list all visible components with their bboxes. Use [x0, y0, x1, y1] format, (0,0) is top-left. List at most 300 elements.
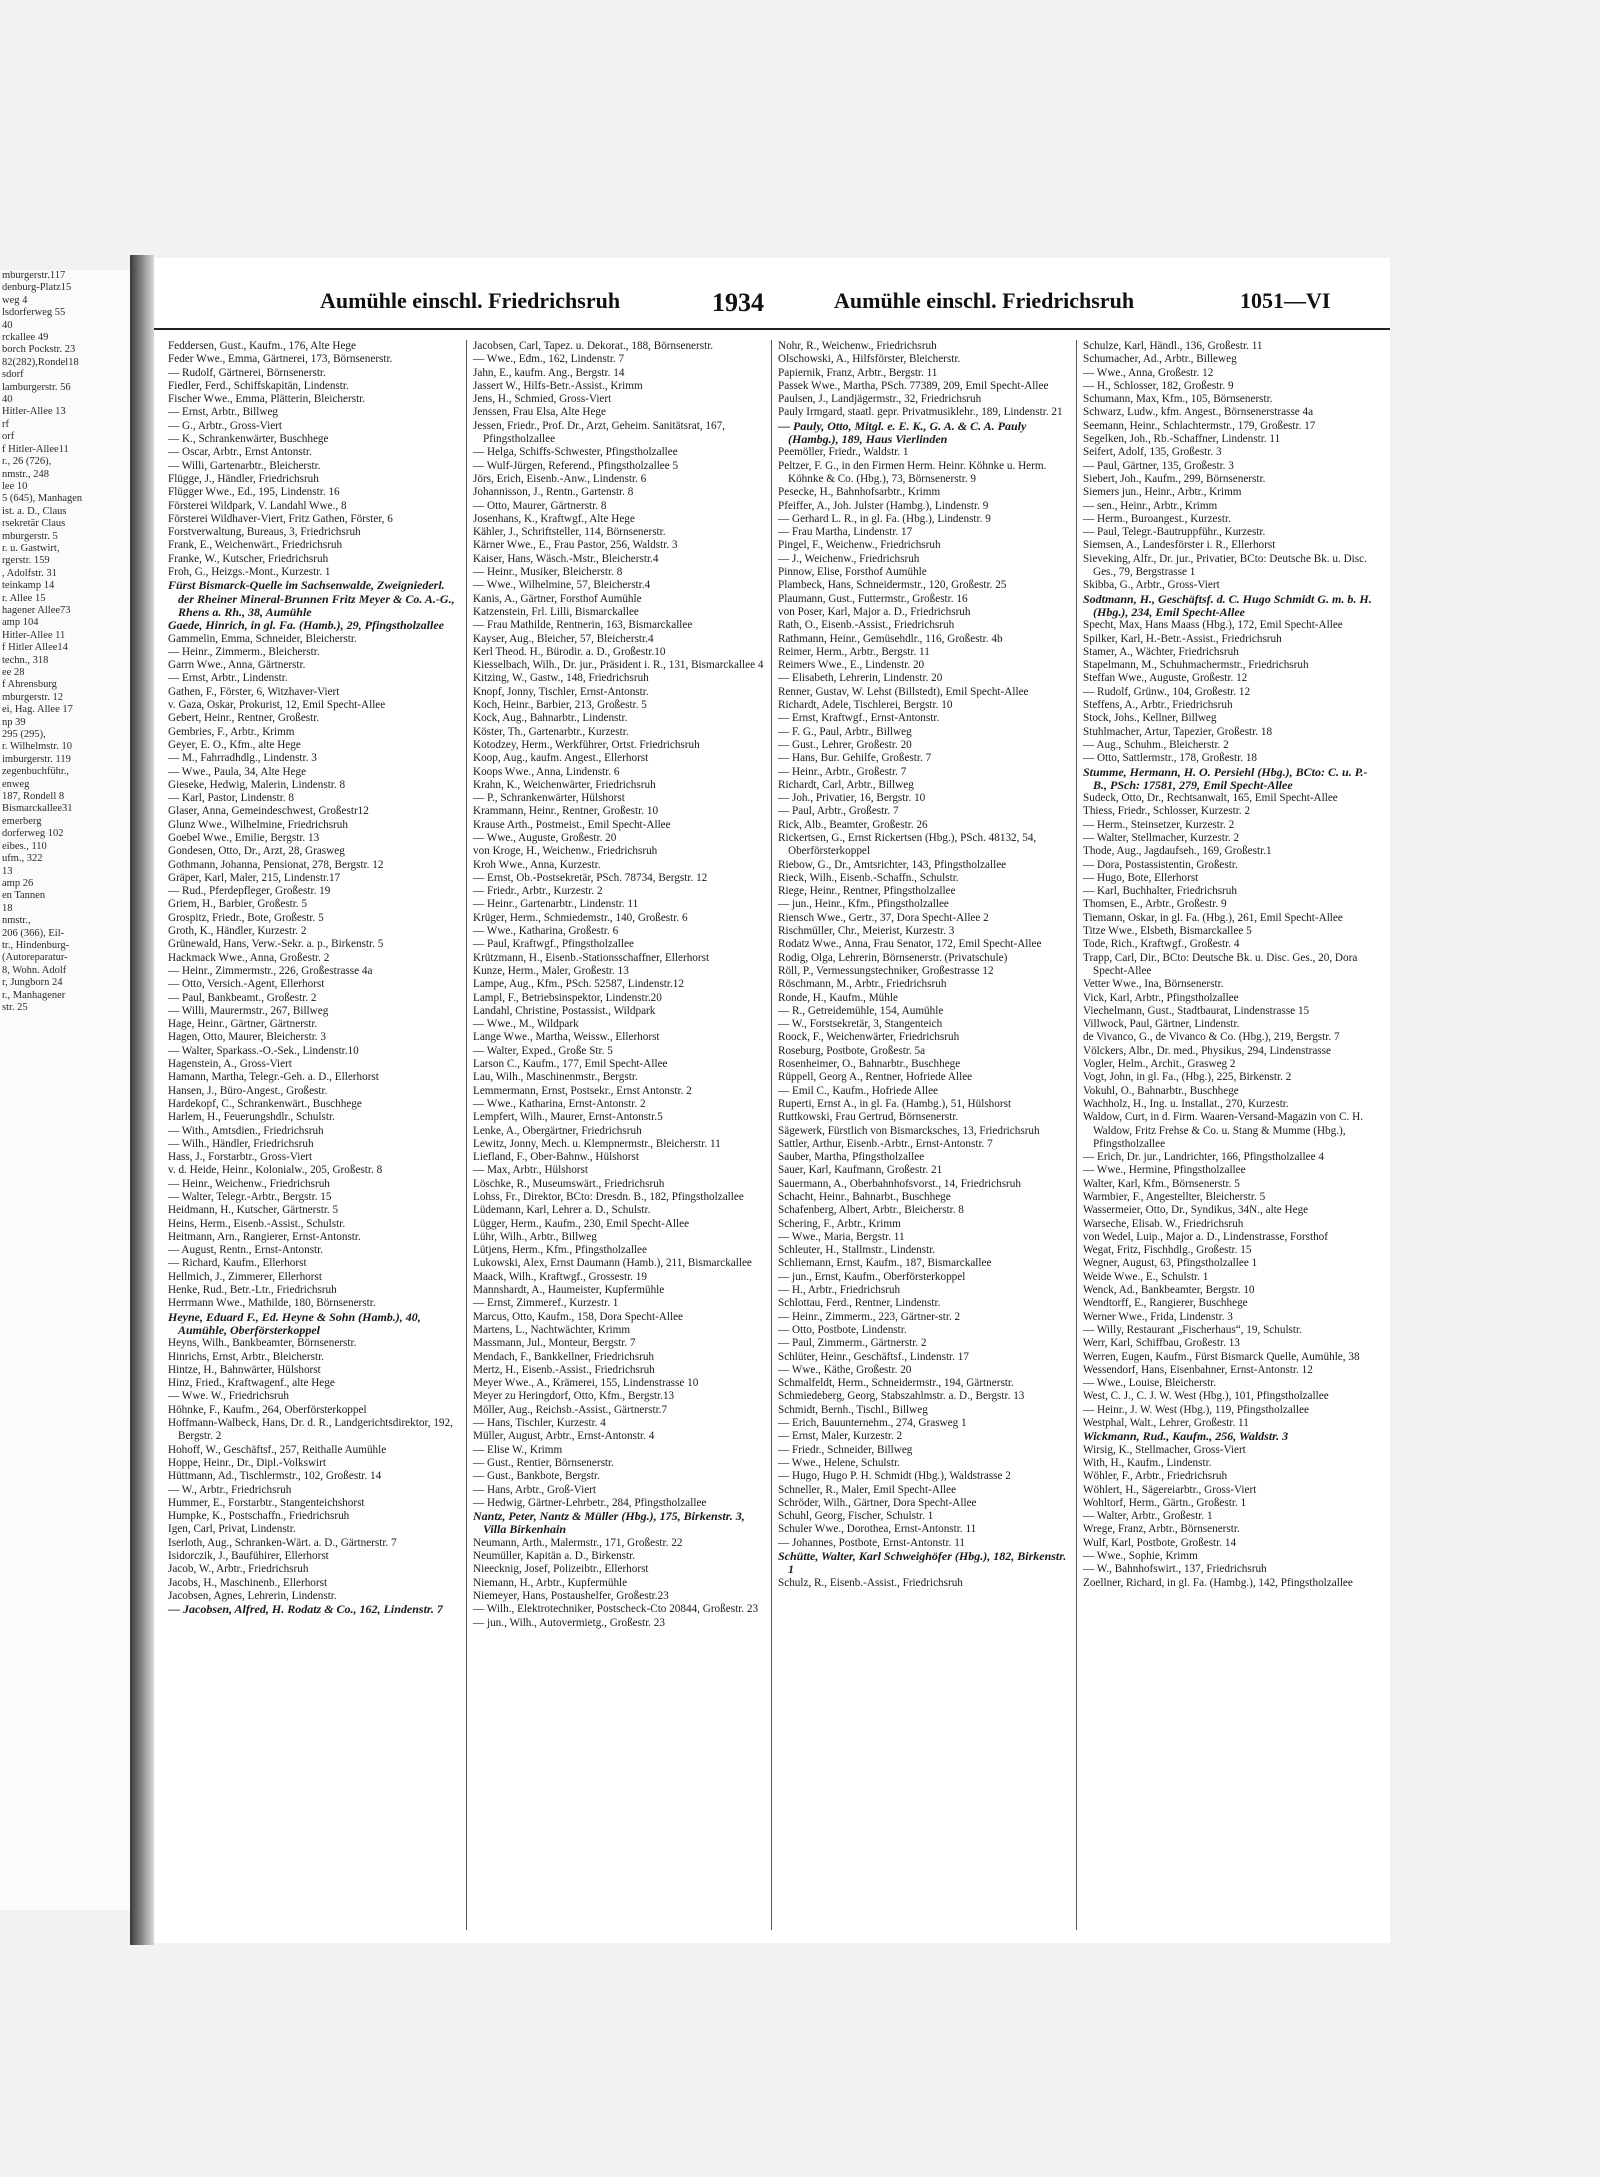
directory-entry: Heidmann, H., Kutscher, Gärtnerstr. 5 [168, 1204, 339, 1217]
directory-entry: Sauber, Martha, Pfingstholzallee [778, 1151, 925, 1164]
directory-entry: — Wwe., Auguste, Großestr. 20 [473, 831, 617, 844]
directory-entry: Lenke, A., Obergärtner, Friedrichsruh [473, 1124, 642, 1137]
column-4 [1077, 340, 1382, 1930]
directory-entry: Rodig, Olga, Lehrerin, Börnsenerstr. (Privatschule) [778, 951, 1008, 964]
directory-entry: — Otto, Versich.-Agent, Ellerhorst [168, 978, 325, 991]
directory-entry: — Hedwig, Gärtner-Lehrbetr., 284, Pfingstholzallee [473, 1496, 707, 1509]
prev-page-line: f Hitler-Allee11 [2, 443, 69, 455]
directory-entry: Schneller, R., Maler, Emil Specht-Allee [778, 1483, 957, 1496]
directory-entry: — Walter, Stellmacher, Kurzestr. 2 [1083, 831, 1240, 844]
directory-entry: — Helga, Schiffs-Schwester, Pfingstholzallee [473, 446, 678, 459]
directory-entry: Hagen, Otto, Maurer, Bleicherstr. 3 [168, 1031, 326, 1044]
directory-entry: Röschmann, M., Arbtr., Friedrichsruh [778, 978, 947, 991]
directory-entry: Jessen, Friedr., Prof. Dr., Arzt, Geheim. Sanitätsrat, 167, Pfingstholzallee [473, 419, 725, 446]
directory-entry: Hamann, Martha, Telegr.-Geh. a. D., Ellerhorst [168, 1071, 379, 1084]
directory-page [154, 258, 1390, 1943]
directory-entry: Schafenberg, Albert, Arbtr., Bleicherstr. 8 [778, 1204, 964, 1217]
prev-page-line: 295 (295), [2, 729, 46, 741]
directory-entry: Heins, Herm., Eisenb.-Assist., Schulstr. [168, 1217, 346, 1230]
directory-entry: Fiedler, Ferd., Schiffskapitän, Lindenstr. [168, 379, 349, 392]
directory-entry: Schlottau, Ferd., Rentner, Lindenstr. [778, 1297, 941, 1310]
directory-entry: Lukowski, Alex, Ernst Daumann (Hamb.), 211, Bismarckallee [473, 1257, 752, 1270]
directory-entry: Neumüller, Kapitän a. D., Birkenstr. [473, 1550, 636, 1563]
directory-entry: — Wwe., Wilhelmine, 57, Bleicherstr.4 [473, 579, 651, 592]
header-right-title: Aumühle einschl. Friedrichsruh [834, 288, 1135, 313]
directory-entry: Jacobs, H., Maschinenb., Ellerhorst [168, 1576, 328, 1589]
directory-entry: Rüppell, Georg A., Rentner, Hofriede Allee [778, 1071, 973, 1084]
directory-entry: Glunz Wwe., Wilhelmine, Friedrichsruh [168, 818, 348, 831]
header-year: 1934 [712, 288, 764, 317]
directory-entry: Schering, F., Arbtr., Krimm [778, 1217, 901, 1230]
directory-columns [162, 340, 1382, 1930]
directory-entry: — Friedr., Arbtr., Kurzestr. 2 [473, 885, 603, 898]
directory-entry: Landahl, Christine, Postassist., Wildpark [473, 1004, 656, 1017]
prev-page-line: ist. a. D., Claus [2, 505, 67, 517]
directory-entry: Tiemann, Oskar, in gl. Fa. (Hbg.), 261, Emil Specht-Allee [1083, 911, 1343, 924]
directory-entry: — H., Arbtr., Friedrichsruh [778, 1284, 901, 1297]
prev-page-line: 13 [2, 865, 13, 877]
directory-entry: — Paul, Kraftwgf., Pfingstholzallee [473, 938, 634, 951]
directory-entry: Vetter Wwe., Ina, Börnsenerstr. [1083, 978, 1224, 991]
prev-page-line: 40 [2, 319, 13, 331]
directory-entry: Köster, Th., Gartenarbtr., Kurzestr. [473, 725, 629, 738]
directory-entry: Passek Wwe., Martha, PSch. 77389, 209, Emil Specht-Allee [778, 379, 1049, 392]
directory-entry: Lempfert, Wilh., Maurer, Ernst-Antonstr.5 [473, 1111, 663, 1124]
directory-entry: — Elise W., Krimm [473, 1443, 563, 1456]
prev-page-line: dorferweg 102 [2, 828, 64, 840]
directory-entry: Lütjens, Herm., Kfm., Pfingstholzallee [473, 1244, 647, 1257]
directory-entry: Reimer, Herm., Arbtr., Bergstr. 11 [778, 645, 930, 658]
directory-entry: Fürst Bismarck-Quelle im Sachsenwalde, Zweigniederl. der Rheiner Mineral-Brunnen Fritz Meyer & Co. A.-G., Rhens a. Rh., 38, Aumühle [168, 578, 455, 619]
directory-entry: Lau, Wilh., Maschinenmstr., Bergstr. [473, 1071, 638, 1084]
directory-entry: Feddersen, Gust., Kaufm., 176, Alte Hege [168, 340, 356, 352]
directory-entry: Knopf, Jonny, Tischler, Ernst-Antonstr. [473, 685, 649, 698]
directory-entry: Pinnow, Elise, Forsthof Aumühle [778, 566, 927, 579]
directory-entry: Olschowski, A., Hilfsförster, Bleicherstr. [778, 353, 961, 366]
directory-entry: — Gust., Bankbote, Bergstr. [473, 1470, 600, 1483]
directory-entry: Wachholz, H., Ing. u. Installat., 270, Kurzestr. [1083, 1097, 1289, 1110]
directory-entry: Röll, P., Vermessungstechniker, Großestrasse 12 [778, 964, 994, 977]
directory-entry: Peemöller, Friedr., Waldstr. 1 [778, 446, 909, 459]
directory-entry: Fischer Wwe., Emma, Plätterin, Bleicherstr. [168, 393, 366, 406]
directory-entry: Schulz, R., Eisenb.-Assist., Friedrichsruh [778, 1576, 963, 1589]
directory-entry: — Walter, Telegr.-Arbtr., Bergstr. 15 [168, 1191, 332, 1203]
directory-entry: von Wedel, Luip., Major a. D., Lindenstrasse, Forsthof [1083, 1230, 1328, 1243]
directory-entry: Kaiser, Hans, Wäsch.-Mstr., Bleicherstr.4 [473, 552, 659, 565]
directory-entry: Krammann, Heinr., Rentner, Großestr. 10 [473, 805, 659, 818]
prev-page-line: nmstr., 248 [2, 468, 49, 480]
directory-entry: Herrmann Wwe., Mathilde, 180, Börnsenerstr. [168, 1297, 376, 1310]
directory-entry: Mertz, H., Eisenb.-Assist., Friedrichsruh [473, 1363, 655, 1376]
prev-page-line: zegenbuchführ., [2, 766, 70, 778]
directory-entry: — Aug., Schuhm., Bleicherstr. 2 [1083, 738, 1229, 751]
directory-entry: — Wwe., Sophie, Krimm [1083, 1550, 1198, 1563]
prev-page-line: r, Jungborn 24 [2, 977, 63, 989]
page-header [154, 288, 1390, 330]
directory-entry: von Kroge, H., Weichenw., Friedrichsruh [473, 845, 658, 858]
directory-entry: Jörs, Erich, Eisenb.-Anw., Lindenstr. 6 [473, 472, 647, 485]
directory-entry: Siebert, Joh., Kaufm., 299, Börnsenerstr. [1083, 472, 1266, 485]
directory-entry: Hardekopf, C., Schrankenwärt., Buschhege [168, 1097, 362, 1110]
directory-entry: Nieecknig, Josef, Polizeibtr., Ellerhorst [473, 1563, 649, 1576]
directory-entry: Schumacher, Ad., Arbtr., Billeweg [1083, 353, 1237, 366]
directory-entry: Warmbier, F., Angestellter, Bleicherstr. 5 [1083, 1191, 1266, 1203]
directory-entry: Lügger, Herm., Kaufm., 230, Emil Specht-Allee [473, 1217, 690, 1230]
prev-page-line: weg 4 [2, 294, 28, 306]
directory-entry: — Walter, Arbtr., Großestr. 1 [1083, 1510, 1213, 1523]
directory-entry: — jun., Heinr., Kfm., Pfingstholzallee [778, 898, 949, 911]
directory-entry: Roock, F., Weichenwärter, Friedrichsruh [778, 1031, 960, 1044]
directory-entry: Kitzing, W., Gastw., 148, Friedrichsruh [473, 672, 649, 685]
directory-entry: — Wwe., Katharina, Ernst-Antonstr. 2 [473, 1097, 646, 1110]
directory-entry: Stumme, Hermann, H. O. Persiehl (Hbg.), BCto: C. u. P.-B., PSch: 17581, 279, Emil Specht-Allee [1083, 764, 1368, 792]
directory-entry: Marcus, Otto, Kaufm., 158, Dora Specht-Allee [473, 1310, 684, 1323]
directory-entry: — Wwe., Käthe, Großestr. 20 [778, 1363, 912, 1376]
prev-page-line: r. Allee 15 [2, 592, 46, 604]
directory-entry: Wegner, August, 63, Pfingstholzallee 1 [1083, 1257, 1258, 1270]
directory-entry: Plaumann, Gust., Futtermstr., Großestr. 16 [778, 592, 968, 605]
prev-page-line: lamburgerstr. 56 [2, 381, 71, 393]
directory-entry: — Hans, Arbtr., Groß-Viert [473, 1483, 596, 1496]
directory-entry: Hellmich, J., Zimmerer, Ellerhorst [168, 1270, 322, 1283]
directory-entry: Ruperti, Ernst A., in gl. Fa. (Hambg.), 51, Hülshorst [778, 1097, 1012, 1110]
directory-entry: — Heinr., Zimmerm., 223, Gärtner-str. 2 [778, 1310, 961, 1323]
directory-entry: — J., Weichenw., Friedrichsruh [778, 552, 920, 565]
directory-entry: Lüdemann, Karl, Lehrer a. D., Schulstr. [473, 1204, 651, 1217]
directory-entry: — Heinr., Weichenw., Friedrichsruh [168, 1177, 330, 1190]
directory-entry: — Wwe. W., Friedrichsruh [168, 1390, 289, 1403]
directory-entry: Feder Wwe., Emma, Gärtnerei, 173, Börnsenerstr. [168, 353, 393, 366]
prev-page-line: Hitler-Allee 13 [2, 406, 66, 418]
directory-entry: Heyns, Wilh., Bankbeamter, Börnsenerstr. [168, 1337, 357, 1350]
directory-entry: Mendach, F., Bankkellner, Friedrichsruh [473, 1350, 655, 1363]
directory-entry: Schröder, Wilh., Gärtner, Dora Specht-Allee [778, 1496, 977, 1509]
prev-page-line: mburgerstr.117 [2, 270, 66, 281]
directory-entry: Krahn, K., Weichenwärter, Friedrichsruh [473, 778, 656, 791]
directory-entry: Stamer, A., Wächter, Friedrichsruh [1083, 645, 1239, 658]
prev-page-line: hagener Allee73 [2, 604, 71, 616]
directory-entry: Sattler, Arthur, Eisenb.-Arbtr., Ernst-Antonstr. 7 [778, 1137, 993, 1150]
prev-page-line: (Autoreparatur- [2, 952, 68, 964]
directory-entry: Plambeck, Hans, Schneidermstr., 120, Großestr. 25 [778, 579, 1007, 592]
directory-entry: — W., Forstsekretär, 3, Stangenteich [778, 1018, 943, 1031]
directory-entry: — Paul, Zimmerm., Gärtnerstr. 2 [778, 1337, 927, 1350]
directory-entry: — Gerhard L. R., in gl. Fa. (Hbg.), Lindenstr. 9 [778, 512, 991, 525]
directory-entry: Heyne, Eduard F., Ed. Heyne & Sohn (Hamb.), 40, Aumühle, Oberförsterkoppel [168, 1309, 421, 1337]
directory-entry: Nohr, R., Weichenw., Friedrichsruh [778, 340, 937, 352]
directory-entry: Glaser, Anna, Gemeindeschwest, Großestr12 [168, 805, 369, 818]
directory-entry: Thomsen, E., Arbtr., Großestr. 9 [1083, 898, 1227, 911]
directory-entry: — Ernst, Ob.-Postsekretär, PSch. 78734, Bergstr. 12 [473, 871, 708, 884]
directory-entry: — Wwe., Hermine, Pfingstholzallee [1083, 1164, 1246, 1177]
directory-entry: Garrn Wwe., Anna, Gärtnerstr. [168, 659, 306, 672]
directory-entry: Schmiedeberg, Georg, Stabszahlmstr. a. D., Bergstr. 13 [778, 1390, 1025, 1403]
directory-entry: Henke, Rud., Betr.-Ltr., Friedrichsruh [168, 1284, 337, 1297]
directory-entry: Richardt, Adele, Tischlerei, Bergstr. 10 [778, 699, 953, 712]
directory-entry: — Paul, Gärtner, 135, Großestr. 3 [1083, 459, 1234, 472]
directory-entry: Harlem, H., Feuerungshdlr., Schulstr. [168, 1111, 335, 1124]
prev-page-line: rgerstr. 159 [2, 555, 50, 567]
directory-entry: Neumann, Arth., Malermstr., 171, Großestr. 22 [473, 1536, 683, 1549]
directory-entry: Renner, Gustav, W. Lehst (Billstedt), Emil Specht-Allee [778, 685, 1029, 698]
directory-entry: Hage, Heinr., Gärtner, Gärtnerstr. [168, 1018, 318, 1031]
directory-entry: — Dora, Postassistentin, Großestr. [1083, 858, 1238, 871]
directory-entry: With, H., Kaufm., Lindenstr. [1083, 1456, 1212, 1469]
prev-page-line: Hitler-Allee 11 [2, 629, 66, 641]
prev-page-line: 40 [2, 394, 13, 406]
directory-entry: Schleuter, H., Stallmstr., Lindenstr. [778, 1244, 936, 1257]
directory-entry: Rischmüller, Chr., Meierist, Kurzestr. 3 [778, 925, 955, 938]
directory-entry: Kerl Theod. H., Bürodir. a. D., Großestr.10 [473, 645, 666, 658]
directory-entry: Werren, Eugen, Kaufm., Fürst Bismarck Quelle, Aumühle, 38 [1083, 1350, 1360, 1363]
directory-entry: — Paul, Bankbeamt., Großestr. 2 [168, 991, 317, 1004]
prev-page-line: mburgerstr. 12 [2, 691, 64, 703]
directory-entry: — K., Schrankenwärter, Buschhege [168, 433, 329, 446]
directory-entry: Martens, L., Nachtwächter, Krimm [473, 1323, 631, 1336]
directory-entry: Kiesselbach, Wilh., Dr. jur., Präsident i. R., 131, Bismarckallee 4 [473, 659, 764, 672]
directory-entry: Wulf, Karl, Postbote, Großestr. 14 [1083, 1536, 1237, 1549]
directory-entry: Gaede, Hinrich, in gl. Fa. (Hamb.), 29, Pfingstholzallee [168, 618, 445, 633]
directory-entry: — Johannes, Postbote, Ernst-Antonstr. 11 [778, 1536, 965, 1549]
directory-entry: Liefland, F., Ober-Bahnw., Hülshorst [473, 1151, 639, 1164]
directory-entry: Hinrichs, Ernst, Arbtr., Bleicherstr. [168, 1350, 324, 1363]
directory-entry: Richardt, Carl, Arbtr., Billweg [778, 778, 914, 791]
column-3 [772, 340, 1077, 1930]
directory-entry: Ronde, H., Kaufm., Mühle [778, 991, 898, 1004]
directory-entry: Kähler, J., Schriftsteller, 114, Börnsenerstr. [473, 526, 666, 539]
directory-entry: — Wwe., Katharina, Großestr. 6 [473, 925, 619, 938]
prev-page-line: lee 10 [2, 480, 28, 492]
directory-entry: Kotodzey, Herm., Werkführer, Ortst. Friedrichsruh [473, 738, 700, 751]
directory-entry: Werner Wwe., Frida, Lindenstr. 3 [1083, 1310, 1233, 1323]
directory-entry: — Karl, Pastor, Lindenstr. 8 [168, 792, 295, 805]
prev-page-line: str. 25 [2, 1001, 28, 1013]
directory-entry: Thiess, Friedr., Schlosser, Kurzestr. 2 [1083, 805, 1251, 818]
directory-entry: Humpke, K., Postschaffn., Friedrichsruh [168, 1510, 350, 1523]
directory-entry: — Heinr., Zimmermstr., 226, Großestrasse 4a [168, 964, 373, 977]
prev-page-line: nmstr., [2, 915, 31, 927]
directory-entry: Jenssen, Frau Elsa, Alte Hege [473, 406, 606, 419]
prev-page-line: ei, Hag. Allee 17 [2, 704, 73, 716]
directory-entry: Niemeyer, Hans, Postaushelfer, Großestr.23 [473, 1589, 669, 1602]
prev-page-line: mburgerstr. 5 [2, 530, 58, 542]
directory-entry: Hagenstein, A., Gross-Viert [168, 1058, 292, 1071]
directory-entry: de Vivanco, G., de Vivanco & Co. (Hbg.), 219, Bergstr. 7 [1083, 1031, 1340, 1044]
directory-entry: — Wilh., Elektrotechniker, Postscheck-Cto 20844, Großestr. 23 [473, 1603, 759, 1616]
directory-entry: Kock, Aug., Bahnarbtr., Lindenstr. [473, 712, 628, 725]
directory-entry: — Willy, Restaurant „Fischerhaus“, 19, Schulstr. [1083, 1323, 1302, 1336]
directory-entry: Schulze, Karl, Händl., 136, Großestr. 11 [1083, 340, 1263, 352]
directory-entry: Lemmermann, Ernst, Postsekr., Ernst Antonstr. 2 [473, 1084, 692, 1097]
directory-entry: Kayser, Aug., Bleicher, 57, Bleicherstr.4 [473, 632, 654, 645]
directory-entry: Sauer, Karl, Kaufmann, Großestr. 21 [778, 1164, 943, 1177]
directory-entry: Gräper, Karl, Maler, 215, Lindenstr.17 [168, 871, 341, 884]
directory-entry: Johannisson, J., Rentn., Gartenstr. 8 [473, 486, 634, 499]
prev-page-line: amp 104 [2, 617, 39, 629]
directory-entry: v. d. Heide, Heinr., Kolonialw., 205, Großestr. 8 [168, 1164, 383, 1177]
directory-entry: Segelken, Joh., Rb.-Schaffner, Lindenstr. 11 [1083, 433, 1281, 446]
prev-page-line: enweg [2, 778, 30, 790]
directory-entry: Villwock, Paul, Gärtner, Lindenstr. [1083, 1018, 1240, 1031]
directory-entry: Riebow, G., Dr., Amtsrichter, 143, Pfingstholzallee [778, 858, 1007, 871]
directory-entry: Werr, Karl, Schiffbau, Großestr. 13 [1083, 1337, 1240, 1350]
directory-entry: Katzenstein, Frl. Lilli, Bismarckallee [473, 605, 639, 618]
directory-entry: Schütte, Walter, Karl Schweighöfer (Hbg.), 182, Birkenstr. 1 [778, 1549, 1067, 1577]
directory-entry: — Herm., Steinsetzer, Kurzestr. 2 [1083, 818, 1235, 831]
prev-page-line: eibes., 110 [2, 840, 47, 852]
prev-page-line: emerberg [2, 815, 42, 827]
directory-entry: — Wilh., Händler, Friedrichsruh [168, 1137, 314, 1150]
directory-entry: — G., Arbtr., Gross-Viert [168, 419, 282, 432]
prev-page-line: amp 26 [2, 877, 34, 889]
directory-entry: — Ernst, Zimmeref., Kurzestr. 1 [473, 1297, 619, 1310]
directory-entry: Kanis, A., Gärtner, Forsthof Aumühle [473, 592, 642, 605]
directory-entry: Sauermann, A., Oberbahnhofsvorst., 14, Friedrichsruh [778, 1177, 1021, 1190]
prev-page-line: f Hitler Allee14 [2, 642, 68, 654]
directory-entry: Schacht, Heinr., Bahnarbt., Buschhege [778, 1191, 951, 1203]
directory-entry: — Oscar, Arbtr., Ernst Antonstr. [168, 446, 312, 459]
directory-entry: — Rudolf, Grünw., 104, Großestr. 12 [1083, 685, 1251, 698]
directory-entry: Thode, Aug., Jagdaufseh., 169, Großestr.1 [1083, 845, 1272, 858]
directory-entry: — W., Bahnhofswirt., 137, Friedrichsruh [1083, 1563, 1267, 1576]
directory-entry: Höhnke, F., Kaufm., 264, Oberförsterkoppel [168, 1403, 367, 1416]
directory-entry: — Willi, Maurermstr., 267, Billweg [168, 1004, 329, 1017]
directory-entry: — Rud., Pferdepfleger, Großestr. 19 [168, 885, 331, 898]
directory-entry: Igen, Carl, Privat, Lindenstr. [168, 1523, 296, 1536]
prev-page-line: r., Manhagener [2, 989, 66, 1001]
directory-entry: von Poser, Karl, Major a. D., Friedrichsruh [778, 605, 971, 618]
directory-entry: Kunze, Herm., Maler, Großestr. 13 [473, 964, 629, 977]
prev-page-line: teinkamp 14 [2, 580, 55, 592]
directory-entry: Müller, August, Arbtr., Ernst-Antonstr. 4 [473, 1430, 655, 1443]
prev-page-line: 187, Rondell 8 [2, 791, 65, 803]
directory-entry: Jens, H., Schmied, Gross-Viert [473, 393, 612, 406]
directory-entry: Lange Wwe., Martha, Weissw., Ellerhorst [473, 1031, 660, 1044]
directory-entry: Hoppe, Heinr., Dr., Dipl.-Volkswirt [168, 1456, 326, 1469]
directory-entry: Papiernik, Franz, Arbtr., Bergstr. 11 [778, 366, 938, 379]
directory-entry: Gothmann, Johanna, Pensionat, 278, Bergstr. 12 [168, 858, 384, 871]
directory-entry: — F. G., Paul, Arbtr., Billweg [778, 725, 912, 738]
prev-page-line: Bismarckallee31 [2, 803, 73, 815]
directory-entry: Hoffmann-Walbeck, Hans, Dr. d. R., Landgerichtsdirektor, 192, Bergstr. 2 [168, 1417, 453, 1443]
directory-entry: Kroh Wwe., Anna, Kurzestr. [473, 858, 601, 871]
prev-page-line: tr., Hindenburg- [2, 939, 70, 951]
column-1 [162, 340, 467, 1930]
directory-entry: Wickmann, Rud., Kaufm., 256, Waldstr. 3 [1083, 1429, 1289, 1444]
prev-page-line: 18 [2, 902, 13, 914]
prev-page-line: , Adolfstr. 31 [2, 567, 57, 579]
directory-entry: Stapelmann, M., Schuhmachermstr., Friedrichsruh [1083, 659, 1309, 672]
prev-page-line: ee 28 [2, 667, 25, 678]
directory-entry: Vogt, John, in gl. Fa., (Hbg.), 225, Birkenstr. 2 [1083, 1071, 1292, 1084]
directory-entry: Gembries, F., Arbtr., Krimm [168, 725, 295, 738]
directory-entry: Pfeiffer, A., Joh. Julster (Hambg.), Lindenstr. 9 [778, 499, 989, 512]
directory-entry: Riensch Wwe., Gertr., 37, Dora Specht-Allee 2 [778, 911, 989, 924]
directory-entry: — jun., Ernst, Kaufm., Oberförsterkoppel [778, 1270, 966, 1283]
directory-entry: Froh, G., Heizgs.-Mont., Kurzestr. 1 [168, 566, 331, 579]
directory-entry: — Wwe., M., Wildpark [473, 1018, 579, 1031]
header-left-title: Aumühle einschl. Friedrichsruh [320, 288, 621, 313]
prev-page-line: denburg-Platz15 [2, 282, 72, 294]
directory-entry: Tode, Rich., Kraftwgf., Großestr. 4 [1083, 938, 1240, 951]
header-page-number: 1051—VI [1240, 288, 1331, 313]
directory-entry: Paulsen, J., Landjägermstr., 32, Friedrichsruh [778, 393, 982, 406]
directory-entry: Seemann, Heinr., Schlachtermstr., 179, Großestr. 17 [1083, 419, 1316, 432]
directory-entry: — Herm., Buroangest., Kurzestr. [1083, 512, 1231, 525]
directory-entry: Jacobsen, Carl, Tapez. u. Dekorat., 188, Börnsenerstr. [473, 340, 714, 352]
directory-entry: — Joh., Privatier, 16, Bergstr. 10 [778, 792, 926, 805]
directory-entry: — Otto, Maurer, Gärtnerstr. 8 [473, 499, 607, 512]
directory-entry: Wegat, Fritz, Fischhdlg., Großestr. 15 [1083, 1244, 1252, 1257]
directory-entry: Vogler, Helm., Archit., Grasweg 2 [1083, 1058, 1236, 1071]
directory-entry: — Gust., Lehrer, Großestr. 20 [778, 738, 912, 751]
directory-entry: Hüttmann, Ad., Tischlermstr., 102, Großestr. 14 [168, 1470, 382, 1483]
directory-entry: Warseche, Elisab. W., Friedrichsruh [1083, 1217, 1244, 1230]
directory-entry: — Heinr., Zimmerm., Bleicherstr. [168, 645, 320, 658]
directory-entry: — Willi, Gartenarbtr., Bleicherstr. [168, 459, 321, 472]
directory-entry: Viechelmann, Gust., Stadtbaurat, Lindenstrasse 15 [1083, 1004, 1310, 1017]
directory-entry: Koops Wwe., Anna, Lindenstr. 6 [473, 765, 620, 778]
directory-entry: Hohoff, W., Geschäftsf., 257, Reithalle Aumühle [168, 1443, 387, 1456]
directory-entry: — Pauly, Otto, Mitgl. e. E. K., G. A. & C. A. Pauly (Hambg.), 189, Haus Vierlinden [778, 418, 1027, 447]
directory-entry: Meyer zu Heringdorf, Otto, Kfm., Bergstr.13 [473, 1390, 675, 1403]
directory-entry: Weide Wwe., E., Schulstr. 1 [1083, 1270, 1209, 1283]
directory-entry: Hummer, E., Forstarbtr., Stangenteichshorst [168, 1496, 365, 1509]
directory-entry: Koop, Aug., kaufm. Angest., Ellerhorst [473, 752, 649, 765]
directory-entry: — Wwe., Paula, 34, Alte Hege [168, 765, 307, 778]
directory-entry: Stuhlmacher, Artur, Tapezier, Großestr. 18 [1083, 725, 1273, 738]
directory-entry: — Paul, Arbtr., Großestr. 7 [778, 805, 899, 818]
directory-entry: Siemsen, A., Landesförster i. R., Ellerhorst [1083, 539, 1276, 552]
prev-page-line: np 39 [2, 716, 26, 728]
directory-entry: Walter, Karl, Kfm., Börnsenerstr. 5 [1083, 1177, 1240, 1190]
directory-entry: — Max, Arbtr., Hülshorst [473, 1164, 588, 1177]
directory-entry: Wenck, Ad., Bankbeamter, Bergstr. 10 [1083, 1284, 1255, 1297]
directory-entry: Wassermeier, Otto, Dr., Syndikus, 34N., alte Hege [1083, 1204, 1309, 1217]
directory-entry: Rieck, Wilh., Eisenb.-Schaffn., Schulstr. [778, 871, 959, 884]
directory-entry: — Wwe., Helene, Schulstr. [778, 1456, 900, 1469]
directory-entry: Flügge, J., Händler, Friedrichsruh [168, 472, 319, 485]
directory-entry: Franke, W., Kutscher, Friedrichsruh [168, 552, 329, 565]
directory-entry: — Frau Martha, Lindenstr. 17 [778, 526, 913, 539]
directory-entry: Schuhl, Georg, Fischer, Schulstr. 1 [778, 1510, 934, 1523]
directory-entry: — Friedr., Schneider, Billweg [778, 1443, 913, 1456]
directory-entry: Wrege, Franz, Arbtr., Börnsenerstr. [1083, 1523, 1240, 1536]
directory-entry: Larson C., Kaufm., 177, Emil Specht-Allee [473, 1058, 668, 1071]
directory-entry: Lewitz, Jonny, Mech. u. Klempnermstr., Bleicherstr. 11 [473, 1137, 721, 1150]
directory-entry: Pingel, F., Weichenw., Friedrichsruh [778, 539, 941, 552]
directory-entry: Zoellner, Richard, in gl. Fa. (Hambg.), 142, Pfingstholzallee [1083, 1576, 1353, 1589]
directory-entry: — Heinr., Musiker, Bleicherstr. 8 [473, 566, 623, 579]
directory-entry: Josenhans, K., Kraftwgf., Alte Hege [473, 512, 635, 525]
directory-entry: Schlüter, Heinr., Geschäftsf., Lindenstr. 17 [778, 1350, 969, 1363]
directory-entry: Lampe, Aug., Kfm., PSch. 52587, Lindenstr.12 [473, 978, 684, 991]
prev-page-line: f Ahrensburg [2, 679, 57, 691]
prev-page-line: en Tannen [2, 890, 46, 902]
directory-entry: Jacob, W., Arbtr., Friedrichsruh [168, 1563, 309, 1576]
directory-entry: — Karl, Buchhalter, Friedrichsruh [1083, 885, 1237, 898]
directory-entry: — Heinr., Arbtr., Großestr. 7 [778, 765, 907, 778]
directory-entry: Skibba, G., Arbtr., Gross-Viert [1083, 579, 1220, 592]
directory-entry: Gieseke, Hedwig, Malerin, Lindenstr. 8 [168, 778, 346, 791]
directory-entry: Hinz, Fried., Kraftwagenf., alte Hege [168, 1377, 335, 1390]
directory-entry: Hackmack Wwe., Anna, Großestr. 2 [168, 951, 330, 964]
directory-entry: Wendtorff, E., Rangierer, Buschhege [1083, 1297, 1248, 1310]
book-gutter [130, 255, 154, 1945]
prev-page-line: rf [2, 418, 9, 430]
directory-entry: Wirsig, K., Stellmacher, Gross-Viert [1083, 1443, 1246, 1456]
directory-entry: — Erich, Bauunternehm., 274, Grasweg 1 [778, 1417, 967, 1430]
